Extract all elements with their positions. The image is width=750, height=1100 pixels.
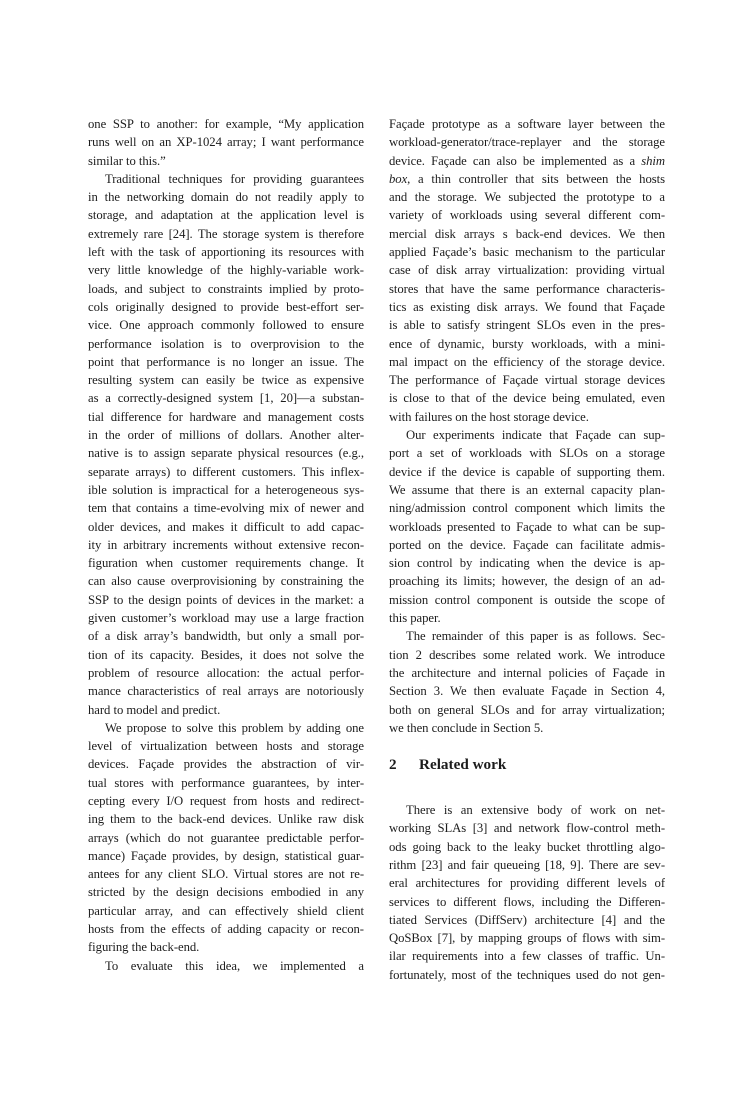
text-line: workloads presented to Façade to what can be sup-	[389, 519, 665, 534]
text-line: Our experiments indicate that Façade can sup-	[406, 428, 665, 443]
text-line: extremely rare [24]. The storage system is therefore	[88, 226, 364, 241]
text-line: workload-generator/trace-replayer and the storage	[389, 135, 665, 150]
text-line: this paper.	[389, 611, 441, 626]
text-line: There is an extensive body of work on net-	[406, 803, 665, 818]
text-line: ible solution is impractical for a heterogeneous sys-	[88, 482, 364, 497]
text-line: loads, and subject to constraints implied by proto-	[88, 281, 364, 296]
text-line: given customer’s workload may use a large fraction	[88, 611, 364, 626]
text-line: ity in arbitrary increments without extensive recon-	[88, 537, 364, 552]
text-line: The remainder of this paper is as follows. Sec-	[406, 629, 665, 644]
text-line: mal impact on the efficiency of the storage device.	[389, 354, 665, 369]
text-line: rithm [23] and fair queueing [18, 9]. There are sev-	[389, 857, 665, 872]
text-line: older devices, and makes it difficult to add capac-	[88, 519, 364, 534]
paragraph	[88, 957, 364, 975]
text-line: separate arrays) to different customers. This inflex-	[88, 464, 364, 479]
text-line: tiated Services (DiffServ) architecture [4] and the	[389, 912, 665, 927]
left-column	[88, 115, 364, 975]
text-line: The performance of Façade virtual storage devices	[389, 373, 665, 388]
text-line: mance characteristics of real arrays are notoriously	[88, 684, 364, 699]
text-line: Façade prototype as a software layer between the	[389, 117, 665, 131]
text-line: tion 2 describes some related work. We introduce	[389, 647, 665, 662]
text-line: port a set of workloads with SLOs on a storage	[389, 446, 665, 461]
text-line: left with the task of apportioning its resources with	[88, 245, 364, 260]
section-title: Related work	[419, 756, 507, 774]
text-line: performance isolation is to overprovision to the	[88, 336, 364, 351]
text-line: mercial disk arrays s back-end devices. We then	[389, 226, 665, 241]
text-line: both on general SLOs and for array virtualization;	[389, 702, 665, 717]
text-line: device if the device is capable of supporting them.	[389, 464, 665, 479]
paragraph	[88, 719, 364, 957]
text-line: variety of workloads using several different com-	[389, 208, 665, 223]
text-line: native is to assign separate physical resources (e.g.,	[88, 446, 364, 461]
paragraph	[88, 170, 364, 719]
text-line: vice. One approach commonly followed to ensure	[88, 318, 364, 333]
text-line: problem of resource allocation: the actual perfor-	[88, 665, 364, 680]
text-line: of a disk array’s bandwidth, but only a small por-	[88, 629, 364, 644]
text-line: runs well on an XP-1024 array; I want performance	[88, 135, 364, 150]
text-line: proaching its limits; however, the design of an ad-	[389, 574, 665, 589]
section-heading	[389, 755, 665, 775]
paragraph	[389, 426, 665, 627]
text-line: stricted by the design decisions embodied in any	[88, 885, 364, 900]
text-line: with failures on the host storage device.	[389, 409, 589, 424]
text-line: in the order of millions of dollars. Another alter-	[88, 428, 364, 443]
text-line: We assume that there is an external capacity plan-	[389, 482, 665, 497]
text-line: Traditional techniques for providing guarantees	[105, 171, 364, 186]
text-line: hard to model and predict.	[88, 702, 221, 717]
paragraph	[389, 627, 665, 737]
text-line: as a correctly-designed system [1, 20]—a substan-	[88, 391, 364, 406]
text-line: ported on the device. Façade can facilitate admis-	[389, 537, 665, 552]
text-line: is close to that of the device being emulated, even	[389, 391, 665, 406]
text-line: one SSP to another: for example, “My application	[88, 117, 364, 131]
text-line: the architecture and internal policies of Façade in	[389, 665, 665, 680]
text-line: tics as existing disk arrays. We found that Façade	[389, 299, 665, 314]
text-line: services to different flows, including the Differen-	[389, 894, 665, 909]
text-line: stores that have the same performance characteris-	[389, 281, 665, 296]
text-line: mission control component is outside the scope of	[389, 592, 665, 607]
text-line: ning/admission control component which limits the	[389, 501, 665, 516]
text-line: ilar requirements into a few classes of traffic. Un-	[389, 949, 665, 964]
text-line: arrays (which do not guarantee predictable perfor-	[88, 830, 364, 845]
text-line: tial difference for hardware and management costs	[88, 409, 364, 424]
text-line: ence of dynamic, bursty workloads, with a mini-	[389, 336, 665, 351]
text-line: To evaluate this idea, we implemented a	[105, 958, 364, 973]
right-column	[389, 115, 665, 984]
text-line: tion of its capacity. Besides, it does not solve the	[88, 647, 364, 662]
text-line: tual stores with performance guarantees, by inter-	[88, 775, 364, 790]
text-line: resulting system can easily be twice as expensive	[88, 373, 364, 388]
paragraph	[389, 115, 665, 426]
section-number: 2	[389, 756, 397, 774]
text-line: cols originally designed to provide best-effort ser-	[88, 299, 364, 314]
text-line: figuring the back-end.	[88, 940, 200, 955]
text-line: box, a thin controller that sits between the hosts	[389, 171, 665, 186]
text-line: working SLAs [3] and network flow-control meth-	[389, 821, 665, 836]
text-line: fortunately, most of the techniques used do not gen-	[389, 967, 665, 982]
text-line: applied Façade’s basic mechanism to the particular	[389, 245, 665, 260]
text-line: We propose to solve this problem by adding one	[105, 720, 364, 735]
text-line: mance) Façade provides, by design, statistical guar-	[88, 848, 364, 863]
text-line: very little knowledge of the highly-variable work-	[88, 263, 364, 278]
text-line: can also cause overprovisioning by constraining the	[88, 574, 364, 589]
text-line: level of virtualization between hosts and storage	[88, 739, 364, 754]
text-line: antees for any client SLO. Virtual stores are not re-	[88, 867, 364, 882]
text-line: case of disk array virtualization: providing virtual	[389, 263, 665, 278]
text-line: is able to satisfy stringent SLOs even in the pres-	[389, 318, 665, 333]
text-line: cepting every I/O request from hosts and redirect-	[88, 793, 364, 808]
text-line: similar to this.”	[88, 153, 166, 168]
text-line: ing them to the back-end devices. Unlike raw disk	[88, 812, 364, 827]
paragraph	[389, 801, 665, 984]
text-line: we then conclude in Section 5.	[389, 720, 544, 735]
text-line: devices. Façade provides the abstraction of vir-	[88, 757, 364, 772]
text-line: figuration when customer requirements change. It	[88, 556, 364, 571]
text-line: in the networking domain do not readily apply to	[88, 190, 364, 205]
text-line: ods going back to the leaky bucket throttling algo-	[389, 839, 665, 854]
text-line: QoSBox [7], by mapping groups of flows with sim-	[389, 931, 665, 946]
text-line: point that performance is no longer an issue. The	[88, 354, 364, 369]
text-line: particular array, and can effectively shield client	[88, 903, 364, 918]
text-line: Section 3. We then evaluate Façade in Section 4,	[389, 684, 665, 699]
text-line: tem that contains a time-evolving mix of newer and	[88, 501, 364, 516]
text-line: SSP to the design points of devices in the market: a	[88, 592, 364, 607]
paragraph	[88, 115, 364, 170]
text-line: hosts from the effects of adding capacity or recon-	[88, 922, 364, 937]
text-line: device. Façade can also be implemented as a shim	[389, 153, 665, 168]
text-line: storage, and adaptation at the application level is	[88, 208, 364, 223]
text-line: sion control by indicating when the device is ap-	[389, 556, 665, 571]
text-line: eral architectures for providing different levels of	[389, 876, 665, 891]
text-line: and the storage. We subjected the prototype to a	[389, 190, 665, 205]
